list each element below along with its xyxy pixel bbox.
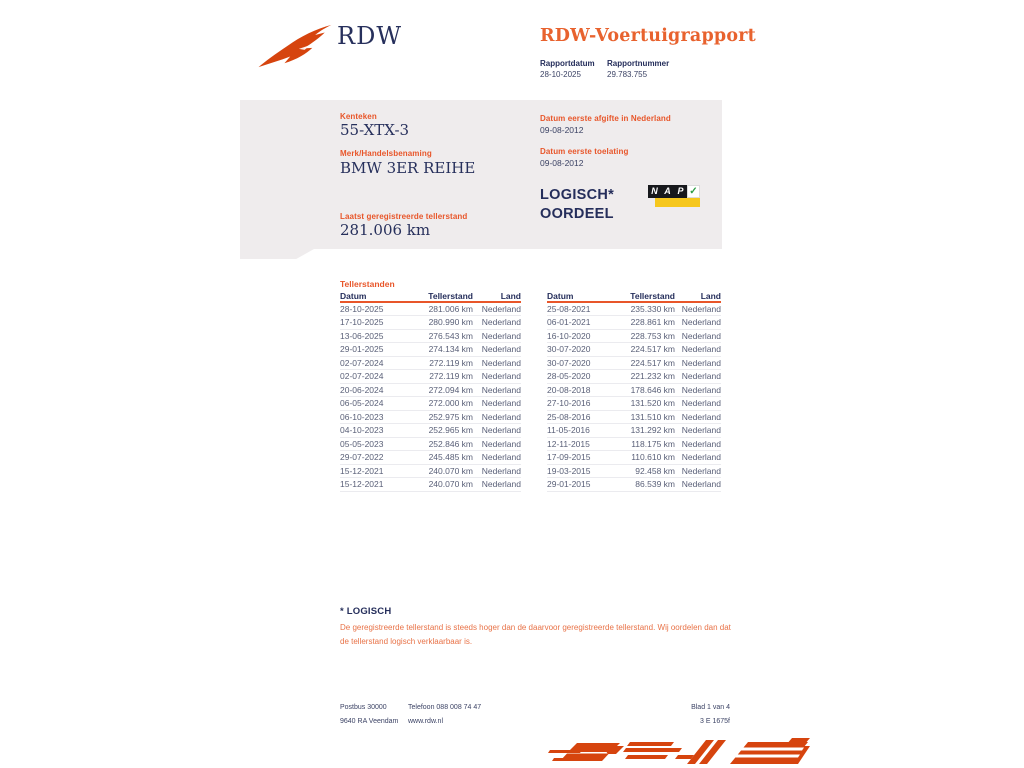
table-cell: Nederland [473,370,521,384]
table-cell: Nederland [675,302,721,316]
kenteken-label: Kenteken [340,112,377,121]
table-cell: 13-06-2025 [340,329,396,343]
table-cell: Nederland [473,451,521,465]
oordeel-text [540,186,614,224]
document-title: RDW-Voertuigrapport [540,26,756,46]
table-row [340,478,521,492]
table-cell: 29-07-2022 [340,451,396,465]
table-row [547,437,721,451]
table-cell: 228.753 km [603,329,675,343]
footer-page-info [620,701,730,729]
table-cell: Nederland [675,410,721,424]
eerste-toelating-label: Datum eerste toelating [540,147,629,156]
table-cell: 272.094 km [396,383,473,397]
eerste-afgifte-label: Datum eerste afgifte in Nederland [540,114,671,123]
table-cell: 06-01-2021 [547,316,603,330]
table-cell: 228.861 km [603,316,675,330]
table-cell: Nederland [473,329,521,343]
table-cell: 12-11-2015 [547,437,603,451]
summary-panel-tab [240,249,314,259]
oordeel-line1: LOGISCH* [540,187,615,203]
table-cell: 131.510 km [603,410,675,424]
table-cell: 276.543 km [396,329,473,343]
table-row [340,356,521,370]
table-cell: 06-10-2023 [340,410,396,424]
table-cell: Nederland [473,383,521,397]
table-cell: 86.539 km [603,478,675,492]
table-cell: Nederland [675,370,721,384]
nap-letter-p: P [674,185,687,198]
table-cell: Nederland [675,478,721,492]
table-cell: 16-10-2020 [547,329,603,343]
table-cell: 11-05-2016 [547,424,603,438]
table-cell: 06-05-2024 [340,397,396,411]
kenteken-value: 55-XTX-3 [340,121,410,139]
column-header-land: Land [473,290,521,302]
table-cell: 28-05-2020 [547,370,603,384]
table-cell: 118.175 km [603,437,675,451]
tellerstanden-table-right [547,290,721,492]
table-cell: 28-10-2025 [340,302,396,316]
report-date-label: Rapportdatum [540,59,595,68]
footer-contact [408,701,481,729]
column-header-tellerstand: Tellerstand [396,290,473,302]
nap-logo [648,185,702,209]
table-row [547,451,721,465]
table-cell: 252.965 km [396,424,473,438]
table-row [340,329,521,343]
table-cell: Nederland [473,397,521,411]
table-row [547,370,721,384]
footer-address [340,701,398,729]
table-cell: 15-12-2021 [340,464,396,478]
table-cell: 221.232 km [603,370,675,384]
table-cell: Nederland [473,478,521,492]
nap-letter-a: A [661,185,674,198]
table-cell: 110.610 km [603,451,675,465]
table-cell: 240.070 km [396,464,473,478]
table-cell: Nederland [675,397,721,411]
table-cell: 178.646 km [603,383,675,397]
footer-website: www.rdw.nl [408,718,444,725]
table-row [340,464,521,478]
table-cell: 252.846 km [396,437,473,451]
table-row [547,329,721,343]
table-cell: Nederland [473,343,521,357]
nap-check-icon: ✓ [687,185,700,198]
table-cell: 272.119 km [396,370,473,384]
report-number-label: Rapportnummer [607,59,670,68]
table-cell: Nederland [473,464,521,478]
merk-value: BMW 3ER REIHE [340,159,476,177]
column-header-tellerstand: Tellerstand [603,290,675,302]
table-row [340,410,521,424]
table-cell: 25-08-2016 [547,410,603,424]
laatste-tellerstand-label: Laatst geregistreerde tellerstand [340,212,468,221]
report-date-value: 28-10-2025 [540,70,581,79]
oordeel-line2: OORDEEL [540,206,614,222]
table-cell: 02-07-2024 [340,356,396,370]
table-row [547,383,721,397]
table-cell: 17-10-2025 [340,316,396,330]
rdw-wordmark: RDW [337,22,402,50]
table-cell: 19-03-2015 [547,464,603,478]
table-cell: 240.070 km [396,478,473,492]
eerste-toelating-value: 09-08-2012 [540,158,584,168]
table-cell: Nederland [473,302,521,316]
table-cell: 224.517 km [603,343,675,357]
column-header-datum: Datum [340,290,396,302]
table-cell: 280.990 km [396,316,473,330]
nap-letter-n: N [648,185,661,198]
report-number-value: 29.783.755 [607,70,648,79]
table-cell: Nederland [473,410,521,424]
table-row [340,316,521,330]
table-row [547,464,721,478]
rdw-stripes-graphic [540,736,810,768]
table-cell: 20-08-2018 [547,383,603,397]
table-cell: 245.485 km [396,451,473,465]
table-cell: Nederland [473,356,521,370]
table-cell: 274.134 km [396,343,473,357]
merk-label: Merk/Handelsbenaming [340,149,432,158]
table-cell: 224.517 km [603,356,675,370]
table-cell: 29-01-2015 [547,478,603,492]
table-cell: 131.520 km [603,397,675,411]
table-cell: 25-08-2021 [547,302,603,316]
table-cell: 131.292 km [603,424,675,438]
table-row [547,316,721,330]
table-cell: Nederland [675,464,721,478]
table-cell: 04-10-2023 [340,424,396,438]
column-header-land: Land [675,290,721,302]
table-row [547,397,721,411]
footnote-body: De geregistreerde tellerstand is steeds hoger dan de daarvoor geregistreerde tellerstand. Wij oordelen dan dat de tellerstand logisch verklaarbaar is. [340,623,731,646]
table-row [340,370,521,384]
table-cell: Nederland [675,343,721,357]
table-cell: 252.975 km [396,410,473,424]
table-cell: Nederland [675,451,721,465]
table-cell: Nederland [473,437,521,451]
table-row [340,343,521,357]
table-cell: 02-07-2024 [340,370,396,384]
table-cell: 29-01-2025 [340,343,396,357]
table-cell: Nederland [675,383,721,397]
table-cell: Nederland [675,356,721,370]
tellerstanden-table-left [340,290,521,492]
table-row [547,302,721,316]
table-cell: 05-05-2023 [340,437,396,451]
table-cell: Nederland [675,316,721,330]
eerste-afgifte-value: 09-08-2012 [540,125,584,135]
table-header-row [340,290,521,302]
table-row [547,356,721,370]
footnote-title: * LOGISCH [340,606,392,617]
table-row [340,383,521,397]
tellerstanden-left-body [340,302,521,491]
column-header-datum: Datum [547,290,603,302]
footer-phone: Telefoon 088 008 74 47 [408,704,482,711]
table-row [547,410,721,424]
table-row [340,437,521,451]
table-cell: 20-06-2024 [340,383,396,397]
tellerstanden-right-body [547,302,721,491]
footer-postbus: Postbus 30000 [340,704,387,711]
table-cell: Nederland [675,329,721,343]
table-cell: Nederland [675,437,721,451]
table-cell: 15-12-2021 [340,478,396,492]
table-cell: Nederland [473,424,521,438]
table-cell: 235.330 km [603,302,675,316]
table-cell: Nederland [473,316,521,330]
table-cell: 30-07-2020 [547,356,603,370]
footer-form-code: 3 E 1675f [700,718,730,725]
table-row [547,478,721,492]
table-cell: 27-10-2016 [547,397,603,411]
table-cell: 272.000 km [396,397,473,411]
table-row [340,451,521,465]
table-header-row [547,290,721,302]
footer-page-number: Blad 1 van 4 [691,704,730,711]
table-row [340,302,521,316]
tellerstanden-heading: Tellerstanden [340,279,395,289]
rdw-logo-bird-icon [256,22,334,70]
table-cell: 92.458 km [603,464,675,478]
table-row [340,424,521,438]
table-cell: 17-09-2015 [547,451,603,465]
table-cell: 30-07-2020 [547,343,603,357]
laatste-tellerstand-value: 281.006 km [340,221,431,239]
table-cell: Nederland [675,424,721,438]
table-row [340,397,521,411]
table-cell: 281.006 km [396,302,473,316]
table-row [547,424,721,438]
table-cell: 272.119 km [396,356,473,370]
footer-city: 9640 RA Veendam [340,718,399,725]
table-row [547,343,721,357]
